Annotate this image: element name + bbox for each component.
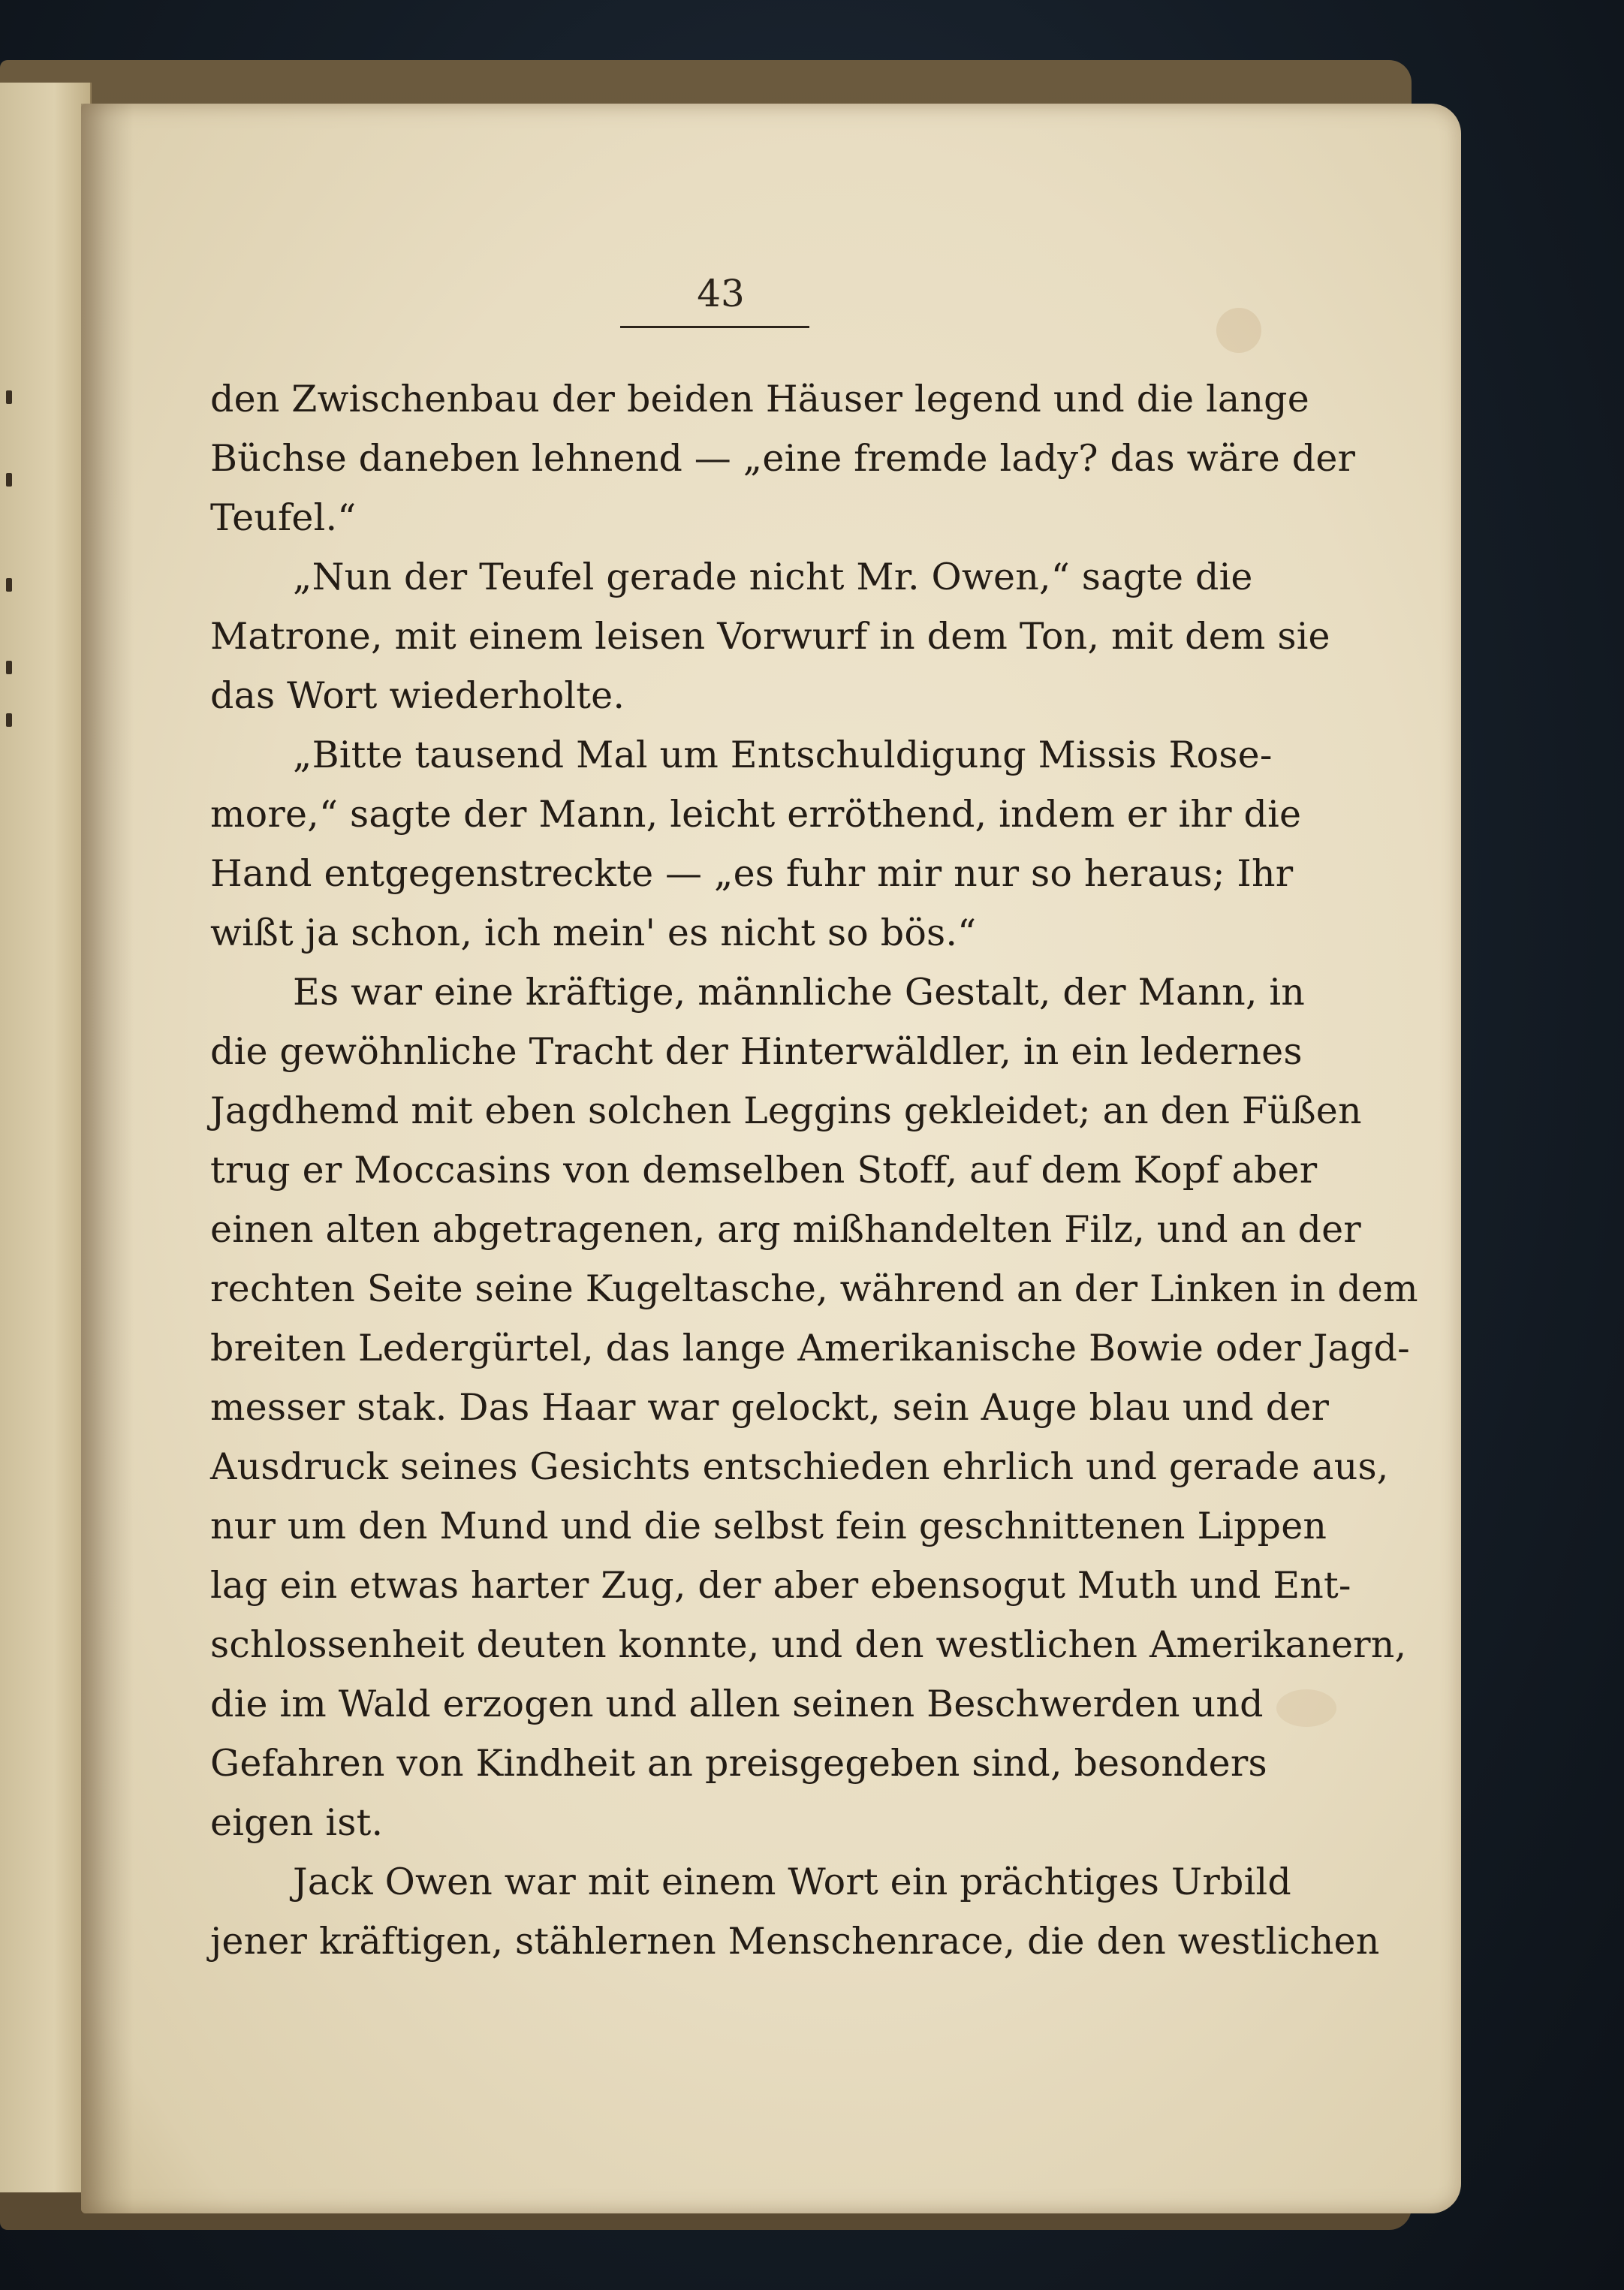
left-page-glyph <box>6 713 12 727</box>
text-line: das Wort wiederholte. <box>210 674 625 717</box>
text-line: Matrone, mit einem leisen Vorwurf in dem Ton, mit dem sie <box>210 615 1330 658</box>
text-line: „Bitte tausend Mal um Entschuldigung Missis Rose- <box>293 734 1273 776</box>
text-line: jener kräftigen, stählernen Menschenrace, die den westlichen <box>210 1920 1380 1963</box>
page-number: 43 <box>697 272 745 315</box>
text-line: lag ein etwas harter Zug, der aber ebensogut Muth und Ent- <box>210 1564 1351 1607</box>
paper-stain <box>1276 1689 1336 1727</box>
text-line: Jagdhemd mit eben solchen Leggins gekleidet; an den Füßen <box>210 1089 1362 1132</box>
page-gutter-shadow <box>81 104 134 2213</box>
text-line: nur um den Mund und die selbst fein geschnittenen Lippen <box>210 1505 1327 1547</box>
text-line: die im Wald erzogen und allen seinen Beschwerden und <box>210 1683 1264 1725</box>
text-line: trug er Moccasins von demselben Stoff, auf dem Kopf aber <box>210 1149 1318 1192</box>
text-line: die gewöhnliche Tracht der Hinterwäldler, in ein ledernes <box>210 1030 1303 1073</box>
left-page-glyph <box>6 661 12 674</box>
text-line: Es war eine kräftige, männliche Gestalt, der Mann, in <box>293 971 1306 1014</box>
text-line: breiten Ledergürtel, das lange Amerikanische Bowie oder Jagd- <box>210 1327 1410 1369</box>
text-line: Teufel.“ <box>210 496 357 539</box>
left-page-glyph <box>6 473 12 487</box>
text-line: den Zwischenbau der beiden Häuser legend und die lange <box>210 378 1309 420</box>
text-line: rechten Seite seine Kugeltasche, während an der Linken in dem <box>210 1267 1418 1310</box>
text-line: Büchse daneben lehnend — „eine fremde lady? das wäre der <box>210 437 1356 480</box>
left-page-glyph <box>6 578 12 592</box>
text-line: schlossenheit deuten konnte, und den westlichen Amerikanern, <box>210 1623 1407 1666</box>
left-page-glyph <box>6 390 12 404</box>
text-line: eigen ist. <box>210 1801 384 1844</box>
text-line: wißt ja schon, ich mein' es nicht so bös.“ <box>210 911 977 954</box>
left-page-edge <box>0 83 92 2192</box>
page-number-rule <box>620 326 809 328</box>
text-line: Ausdruck seines Gesichts entschieden ehrlich und gerade aus, <box>210 1445 1389 1488</box>
text-line: messer stak. Das Haar war gelockt, sein Auge blau und der <box>210 1386 1330 1429</box>
paper-stain <box>1216 308 1261 353</box>
text-line: „Nun der Teufel gerade nicht Mr. Owen,“ sagte die <box>293 556 1253 598</box>
text-line: Jack Owen war mit einem Wort ein prächtiges Urbild <box>293 1861 1291 1903</box>
text-line: Hand entgegenstreckte — „es fuhr mir nur so heraus; Ihr <box>210 852 1294 895</box>
text-line: einen alten abgetragenen, arg mißhandelten Filz, und an der <box>210 1208 1361 1251</box>
text-line: more,“ sagte der Mann, leicht erröthend, indem er ihr die <box>210 793 1302 836</box>
text-line: Gefahren von Kindheit an preisgegeben sind, besonders <box>210 1742 1267 1785</box>
